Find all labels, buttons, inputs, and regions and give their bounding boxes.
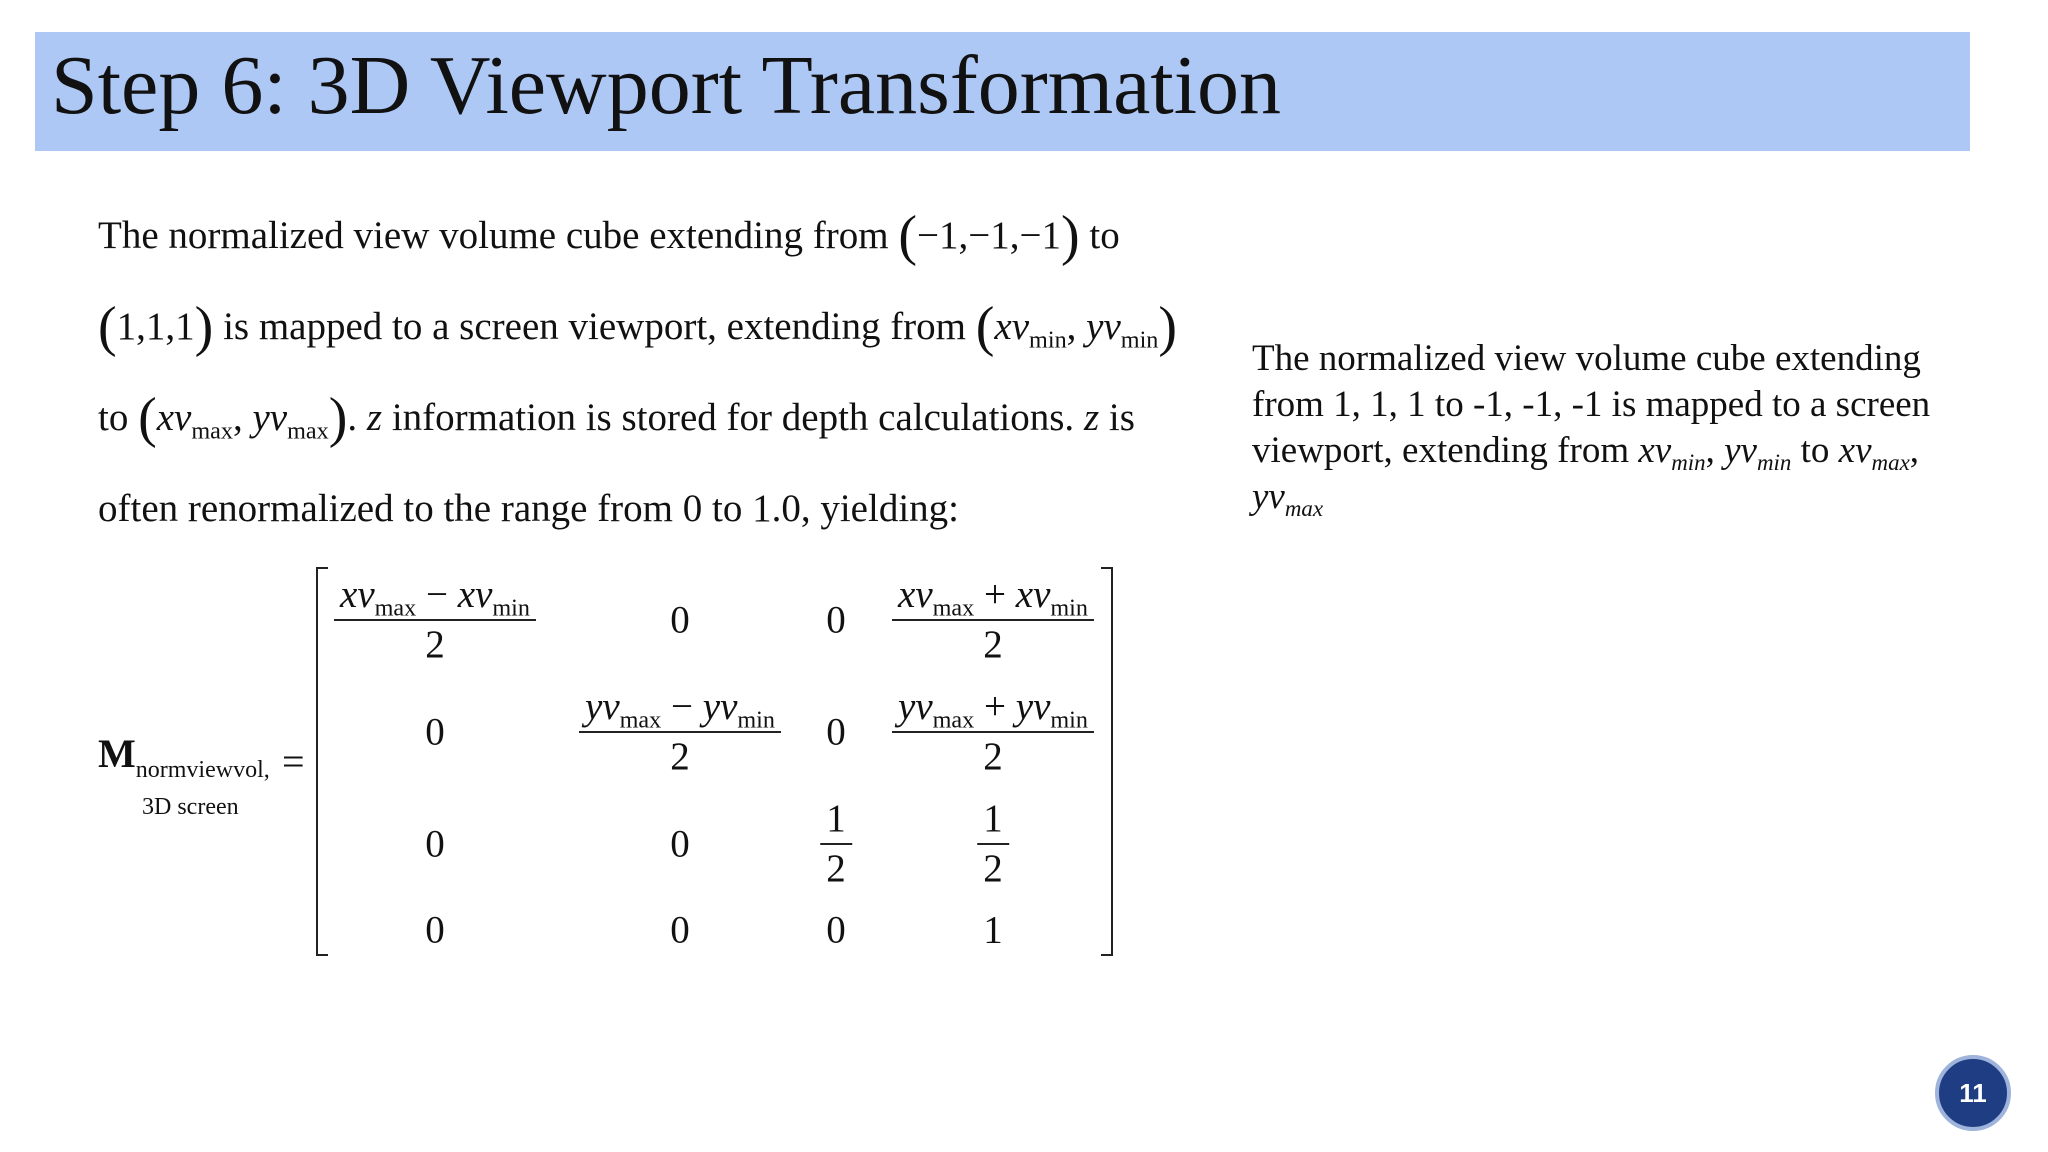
matrix-label: $M_{normviewvol,}$ 3D screen: [98, 731, 270, 820]
matrix-cell-r1c3: 0: [826, 598, 846, 642]
matrix-cell-r1c1: $\frac{xv_{max} - xv_{min}}{2}$: [334, 571, 536, 669]
note-line-1: The normalized view volume cube extending: [1252, 338, 1921, 379]
matrix-cell-r4c3: 0: [826, 908, 846, 952]
matrix-cell-r1c2: 0: [670, 598, 690, 642]
body-line-1: The normalized view volume cube extending from (−1,−1,−1) to: [98, 205, 1120, 267]
matrix-cell-r3c3: $\frac{1}{2}$: [820, 795, 852, 893]
matrix-cell-r2c2: $\frac{yv_{max} - yv_{min}}{2}$: [579, 683, 781, 781]
body-line-3: to ($xv_{max}$, $yv_{max}$). z information is stored for depth calculations. z is: [98, 387, 1135, 449]
body-paragraph: [98, 190, 1218, 554]
note-line-2: from 1, 1, 1 to -1, -1, -1 is mapped to a screen: [1252, 384, 1931, 425]
equals-sign: =: [282, 739, 305, 784]
start-tuple: −1,−1,−1: [916, 214, 1061, 257]
matrix-cell-r3c2: 0: [670, 822, 690, 866]
matrix-cell-r2c3: 0: [826, 710, 846, 754]
body-line-2: (1,1,1) is mapped to a screen viewport, extending from ($xv_{min}$, $yv_{min}$): [98, 296, 1178, 358]
matrix-cell-r2c1: 0: [425, 710, 445, 754]
body-line-4: often renormalized to the range from 0 to 1.0, yielding:: [98, 487, 959, 530]
title-bar: [35, 32, 1970, 151]
page-number-badge: 11: [1935, 1055, 2011, 1131]
matrix-cell-r4c4: 1: [983, 908, 1003, 952]
side-note: [1252, 336, 1992, 520]
matrix-cell-r2c4: $\frac{yv_{max} + yv_{min}}{2}$: [892, 683, 1094, 781]
matrix-cell-r3c1: 0: [425, 822, 445, 866]
matrix-cell-r3c4: $\frac{1}{2}$: [977, 795, 1009, 893]
matrix-right-bracket: [1101, 567, 1113, 956]
matrix-cell-r1c4: $\frac{xv_{max} + xv_{min}}{2}$: [892, 571, 1094, 669]
note-line-3: viewport, extending from $xv_{min}$, $yv_{min}$ to $xv_{max}$,: [1252, 430, 1919, 476]
slide-title: Step 6: 3D Viewport Transformation: [51, 39, 1282, 132]
matrix-left-bracket: [316, 567, 328, 956]
matrix-cell-r4c1: 0: [425, 908, 445, 952]
end-tuple: 1,1,1: [116, 305, 195, 348]
matrix-cell-r4c2: 0: [670, 908, 690, 952]
note-line-4: $yv_{max}$: [1252, 476, 1324, 522]
